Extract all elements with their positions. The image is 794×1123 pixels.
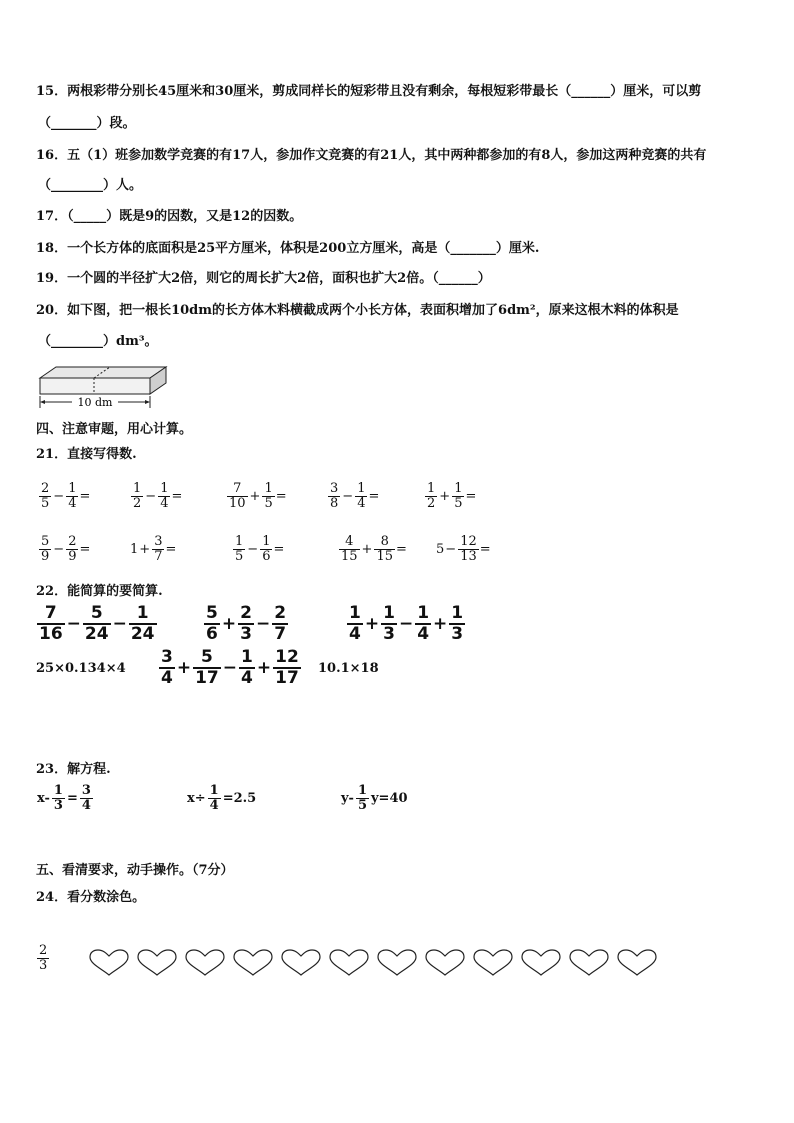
heart-shape[interactable] — [328, 948, 370, 978]
q21-expr-9: $\frac{4}{15}$ + $\frac{8}{15}$ = — [341, 534, 407, 565]
q21-expr-1: $\frac{2}{5}$ − $\frac{1}{4}$ = — [41, 481, 91, 512]
q23-title: 23．解方程. — [36, 762, 111, 777]
figure-length-label: 10 dm — [77, 396, 113, 409]
q21-expr-3: $\frac{7}{10}$ + $\frac{1}{5}$ = — [229, 481, 287, 512]
q22-expr-1: $\frac{7}{16}$ − $\frac{5}{24}$ − $\frac{1}{24}$ — [39, 603, 155, 644]
q23-eq-2: x÷ $\frac{1}{4}$ =2.5 — [187, 783, 257, 814]
q24-title: 24．看分数涂色。 — [36, 890, 146, 905]
heart-shape[interactable] — [568, 948, 610, 978]
q16-line1: 16．五（1）班参加数学竞赛的有17人，参加作文竞赛的有21人，其中两种都参加的有8人，参加这两种竞赛的共有 — [36, 148, 707, 163]
q22-expr-5: $\frac{3}{4}$ + $\frac{5}{17}$ − $\frac{1}{4}$ + $\frac{12}{17}$ — [161, 647, 299, 688]
q21-expr-2: $\frac{1}{2}$ − $\frac{1}{4}$ = — [133, 481, 183, 512]
q21-expr-8: $\frac{1}{5}$ − $\frac{1}{6}$ = — [235, 534, 285, 565]
q21-expr-5: $\frac{1}{2}$ + $\frac{1}{5}$ = — [427, 481, 477, 512]
q24-fraction: $\frac{2}{3}$ — [39, 943, 48, 974]
heart-shape[interactable] — [232, 948, 274, 978]
q15-line2: （_______）段。 — [38, 116, 136, 131]
q18: 18．一个长方体的底面积是25平方厘米，体积是200立方厘米，高是（_______）厘米. — [36, 241, 540, 256]
q22-expr-3: $\frac{1}{4}$ + $\frac{1}{3}$ − $\frac{1}{4}$ + $\frac{1}{3}$ — [349, 603, 464, 644]
section5-title: 五、看清要求，动手操作。（7分） — [36, 863, 234, 878]
heart-shape[interactable] — [280, 948, 322, 978]
heart-shape[interactable] — [376, 948, 418, 978]
hearts-row — [88, 948, 658, 978]
q21-expr-4: $\frac{3}{8}$ − $\frac{1}{4}$ = — [330, 481, 380, 512]
q21-expr-10: 5− $\frac{12}{13}$ = — [436, 534, 491, 565]
q21-expr-7: 1+ $\frac{3}{7}$ = — [130, 534, 177, 565]
q22-expr-6: 10.1×18 — [318, 661, 379, 676]
q23-eq-1: x- $\frac{1}{3}$ = $\frac{3}{4}$ — [37, 783, 91, 814]
heart-shape[interactable] — [88, 948, 130, 978]
q23-eq-3: y- $\frac{1}{5}$ y=40 — [341, 783, 408, 814]
q22-expr-2: $\frac{5}{6}$ + $\frac{2}{3}$ − $\frac{2}{7}$ — [206, 603, 287, 644]
q20-line1: 20．如下图，把一根长10dm的长方体木料横截成两个小长方体，表面积增加了6dm²，原来这根木料的体积是 — [36, 303, 679, 318]
wood-block-figure — [36, 364, 172, 410]
heart-shape[interactable] — [616, 948, 658, 978]
heart-shape[interactable] — [520, 948, 562, 978]
heart-shape[interactable] — [136, 948, 178, 978]
section4-title: 四、注意审题，用心计算。 — [36, 422, 193, 437]
q19: 19．一个圆的半径扩大2倍，则它的周长扩大2倍，面积也扩大2倍。（______） — [36, 271, 491, 286]
heart-shape[interactable] — [184, 948, 226, 978]
q22-title: 22．能简算的要简算. — [36, 584, 163, 599]
q20-line2: （________）dm³。 — [38, 334, 158, 349]
q15-line1: 15．两根彩带分别长45厘米和30厘米，剪成同样长的短彩带且没有剩余，每根短彩带最长（______）厘米，可以剪 — [36, 84, 702, 99]
q21-expr-6: $\frac{5}{9}$ − $\frac{2}{9}$ = — [41, 534, 91, 565]
q22-expr-4: 25×0.134×4 — [36, 661, 126, 676]
q21-title: 21．直接写得数. — [36, 447, 137, 462]
q16-line2: （________）人。 — [38, 178, 143, 193]
heart-shape[interactable] — [424, 948, 466, 978]
heart-shape[interactable] — [472, 948, 514, 978]
q17: 17．（_____）既是9的因数，又是12的因数。 — [36, 209, 303, 224]
